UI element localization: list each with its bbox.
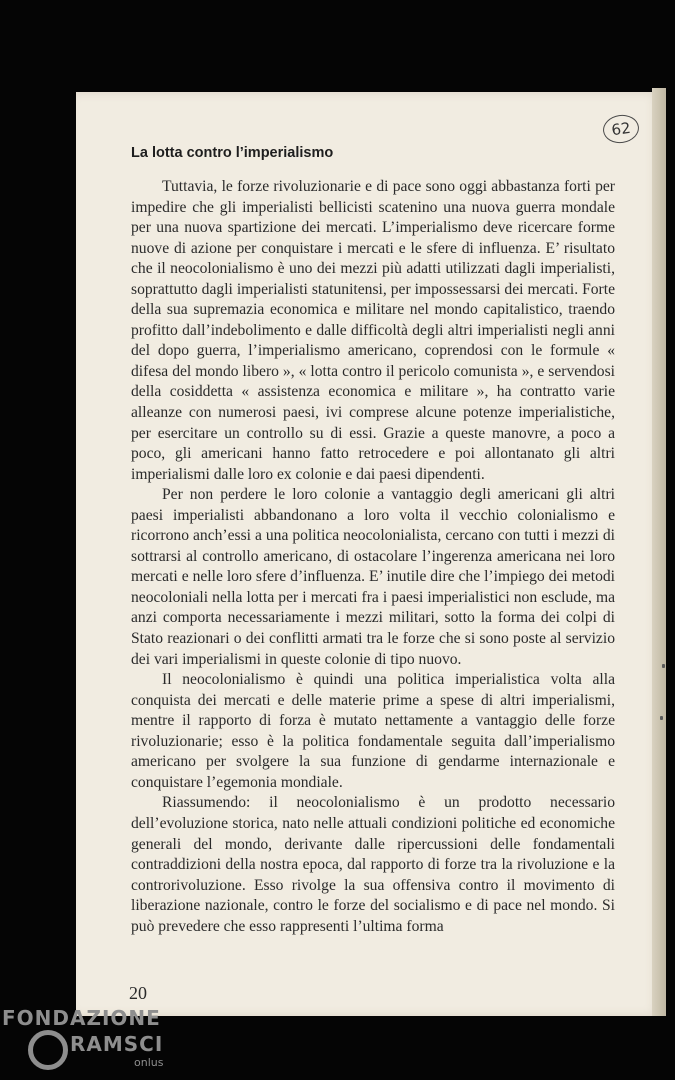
watermark-line-3: onlus — [134, 1056, 164, 1069]
paragraph: Tuttavia, le forze rivoluzionarie e di pace sono oggi abbastanza forti per impedire che gli imperialisti bellicisti scatenino una nuova guerra mondale per una nuova spartizione dei mercati. L’imperialismo deve ricercare forme nuove di azione per conquistare i mercati e le sfere di influenza. E’ risultato che il neocolonialismo è uno dei mezzi più adatti utilizzati dagli imperialisti, soprattutto dagli imperialisti statunitensi, per impossessarsi dei mercati. Forte della sua supremazia economica e militare nel mondo capitalistico, traendo profitto dall’indebolimento e dalle difficoltà degli altri imperialisti negli anni del dopo guerra, l’imperialismo americano, coprendosi con le formule « difesa del mondo libero », « lotta contro il pericolo comunista », e servendosi della cosiddetta « assistenza economica e militare », ha contratto varie alleanze con numerosi paesi, ivi comprese alcune potenze imperialistiche, per esercitare un controllo su di essi. Grazie a queste manovre, a poco a poco, gli americani hanno fatto retrocedere e poi allontanato gli altri imperialismi dalle loro ex colonie e dai paesi dipendenti. — [131, 178, 615, 483]
next-page-edge — [652, 88, 666, 1016]
paragraph: Per non perdere le loro colonie a vantaggio degli americani gli altri paesi imperialisti abbandonano a loro volta il vecchio colonialismo e ricorrono anch’essi a una politica neocolonialista, cercano con tutti i mezzi di sottrarsi al controllo americano, di ostacolare l’ingerenza americana nei loro mercati e nelle loro sfere d’influenza. E’ inutile dire che l’impiego dei metodi neocoloniali nella lotta per i mercati fra i paesi imperialistici non esclude, ma anzi comporta necessariamente i mezzi militari, sotto la forma dei colpi di Stato reazionari o dei conflitti armati tra le forze che si sono poste al servizio dei vari imperialismi in queste colonie di tipo nuovo. — [131, 486, 615, 668]
handwritten-page-number: 62 — [601, 113, 641, 146]
body-text — [131, 177, 615, 937]
paper-speck — [662, 664, 665, 668]
watermark-line-2: RAMSCI — [70, 1032, 164, 1056]
paragraph: Riassumendo: il neocolonialismo è un prodotto necessario dell’evoluzione storica, nato nelle attuali condizioni politiche ed economiche generali del mondo, derivante dalle ripercussioni delle fondamentali contraddizioni della nostra epoca, dal rapporto di forze tra la rivoluzione e la controrivoluzione. Esso rivolge la sua offensiva contro il movimento di liberazione nazionale, contro le forze del socialismo e di pace nel mondo. Si può prevedere che esso rappresenti l’ultima forma — [131, 794, 615, 935]
watermark-logo — [0, 1006, 200, 1080]
paragraph: Il neocolonialismo è quindi una politica imperialistica volta alla conquista dei mercati e delle materie prime a spese di altri imperialismi, mentre il rapporto di forza è mutato nettamente a vantaggio delle forze rivoluzionarie; esso è la politica fondamentale seguita dall’imperialismo americano per svolgere la sua funzione di gendarme internazionale e conquistare l’egemonia mondiale. — [131, 671, 615, 791]
page-folio: 20 — [129, 983, 147, 1003]
watermark-line-1: FONDAZIONE — [2, 1006, 161, 1030]
section-heading: La lotta contro l’imperialismo — [131, 145, 334, 161]
g-logo-icon — [28, 1030, 68, 1070]
paper-speck — [660, 716, 663, 720]
